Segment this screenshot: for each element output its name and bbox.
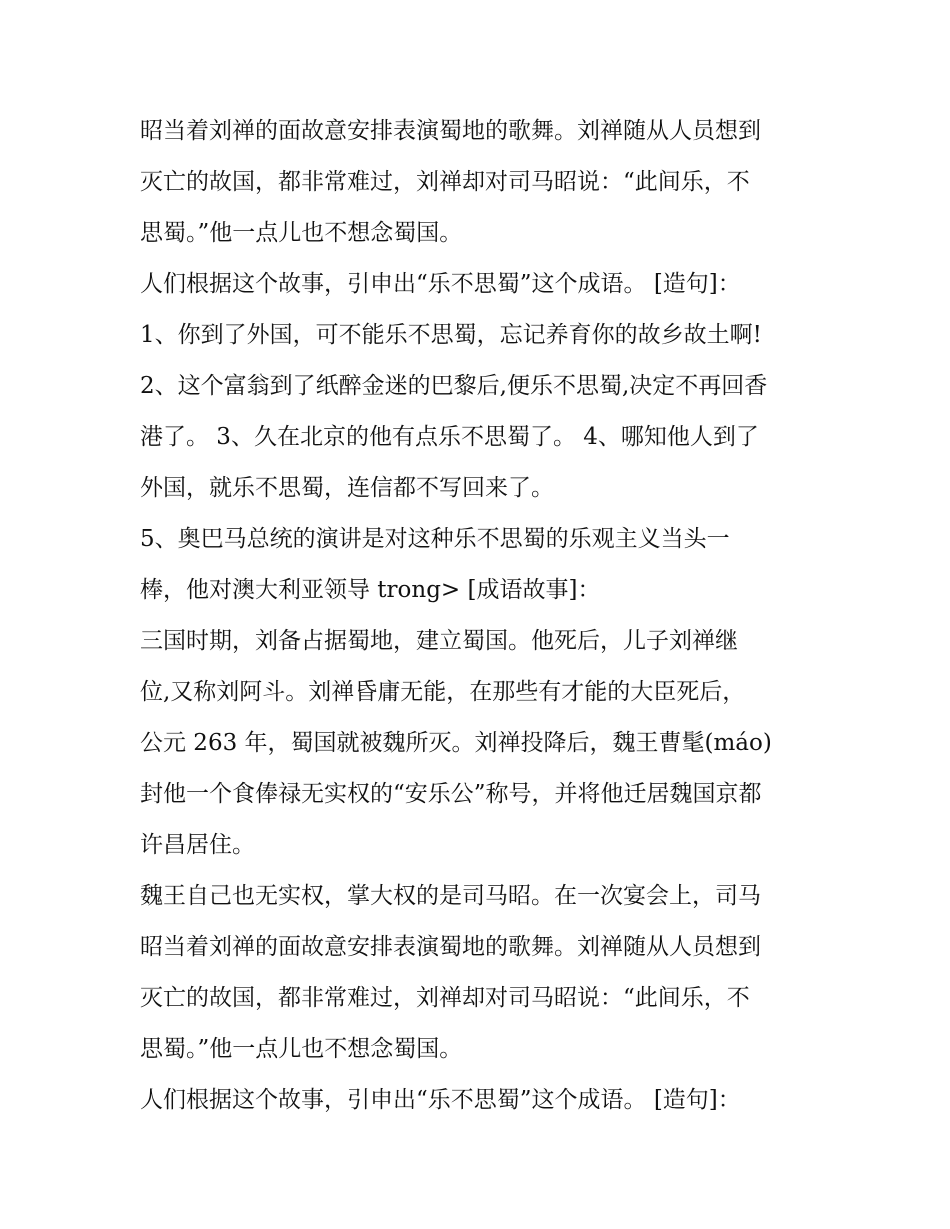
document-body — [140, 106, 820, 1126]
text-line: 思蜀。”他一点儿也不想念蜀国。 — [140, 220, 463, 246]
text-line: 1、你到了外国，可不能乐不思蜀，忘记养育你的故乡故土啊! — [140, 322, 762, 348]
text-line: 公元 263 年，蜀国就被魏所灭。刘禅投降后，魏王曹髦(máo) — [140, 730, 772, 756]
text-line: 魏王自己也无实权，掌大权的是司马昭。在一次宴会上，司马 — [140, 883, 761, 909]
text-line: 封他一个食俸禄无实权的“安乐公”称号，并将他迁居魏国京都 — [140, 781, 762, 807]
text-line: 5、奥巴马总统的演讲是对这种乐不思蜀的乐观主义当头一 — [140, 526, 730, 552]
text-line: 许昌居住。 — [140, 832, 255, 858]
text-line: 2、这个富翁到了纸醉金迷的巴黎后,便乐不思蜀,决定不再回香 — [140, 373, 768, 399]
text-line: 灭亡的故国，都非常难过，刘禅却对司马昭说：“此间乐，不 — [140, 169, 750, 195]
text-line: 人们根据这个故事，引申出“乐不思蜀”这个成语。 [造句]： — [140, 1087, 741, 1113]
text-line: 思蜀。”他一点儿也不想念蜀国。 — [140, 1036, 463, 1062]
text-line: 港了。 3、久在北京的他有点乐不思蜀了。 4、哪知他人到了 — [140, 424, 759, 450]
text-line: 灭亡的故国，都非常难过，刘禅却对司马昭说：“此间乐，不 — [140, 985, 750, 1011]
text-line: 位,又称刘阿斗。刘禅昏庸无能，在那些有才能的大臣死后， — [140, 679, 746, 705]
text-line: 三国时期，刘备占据蜀地，建立蜀国。他死后，儿子刘禅继 — [140, 628, 738, 654]
text-line: 昭当着刘禅的面故意安排表演蜀地的歌舞。刘禅随从人员想到 — [140, 118, 761, 144]
text-line: 昭当着刘禅的面故意安排表演蜀地的歌舞。刘禅随从人员想到 — [140, 934, 761, 960]
text-line: 人们根据这个故事，引申出“乐不思蜀”这个成语。 [造句]： — [140, 271, 741, 297]
text-line: 外国，就乐不思蜀，连信都不写回来了。 — [140, 475, 554, 501]
text-line: 棒，他对澳大利亚领导 trong> [成语故事]： — [140, 577, 601, 603]
